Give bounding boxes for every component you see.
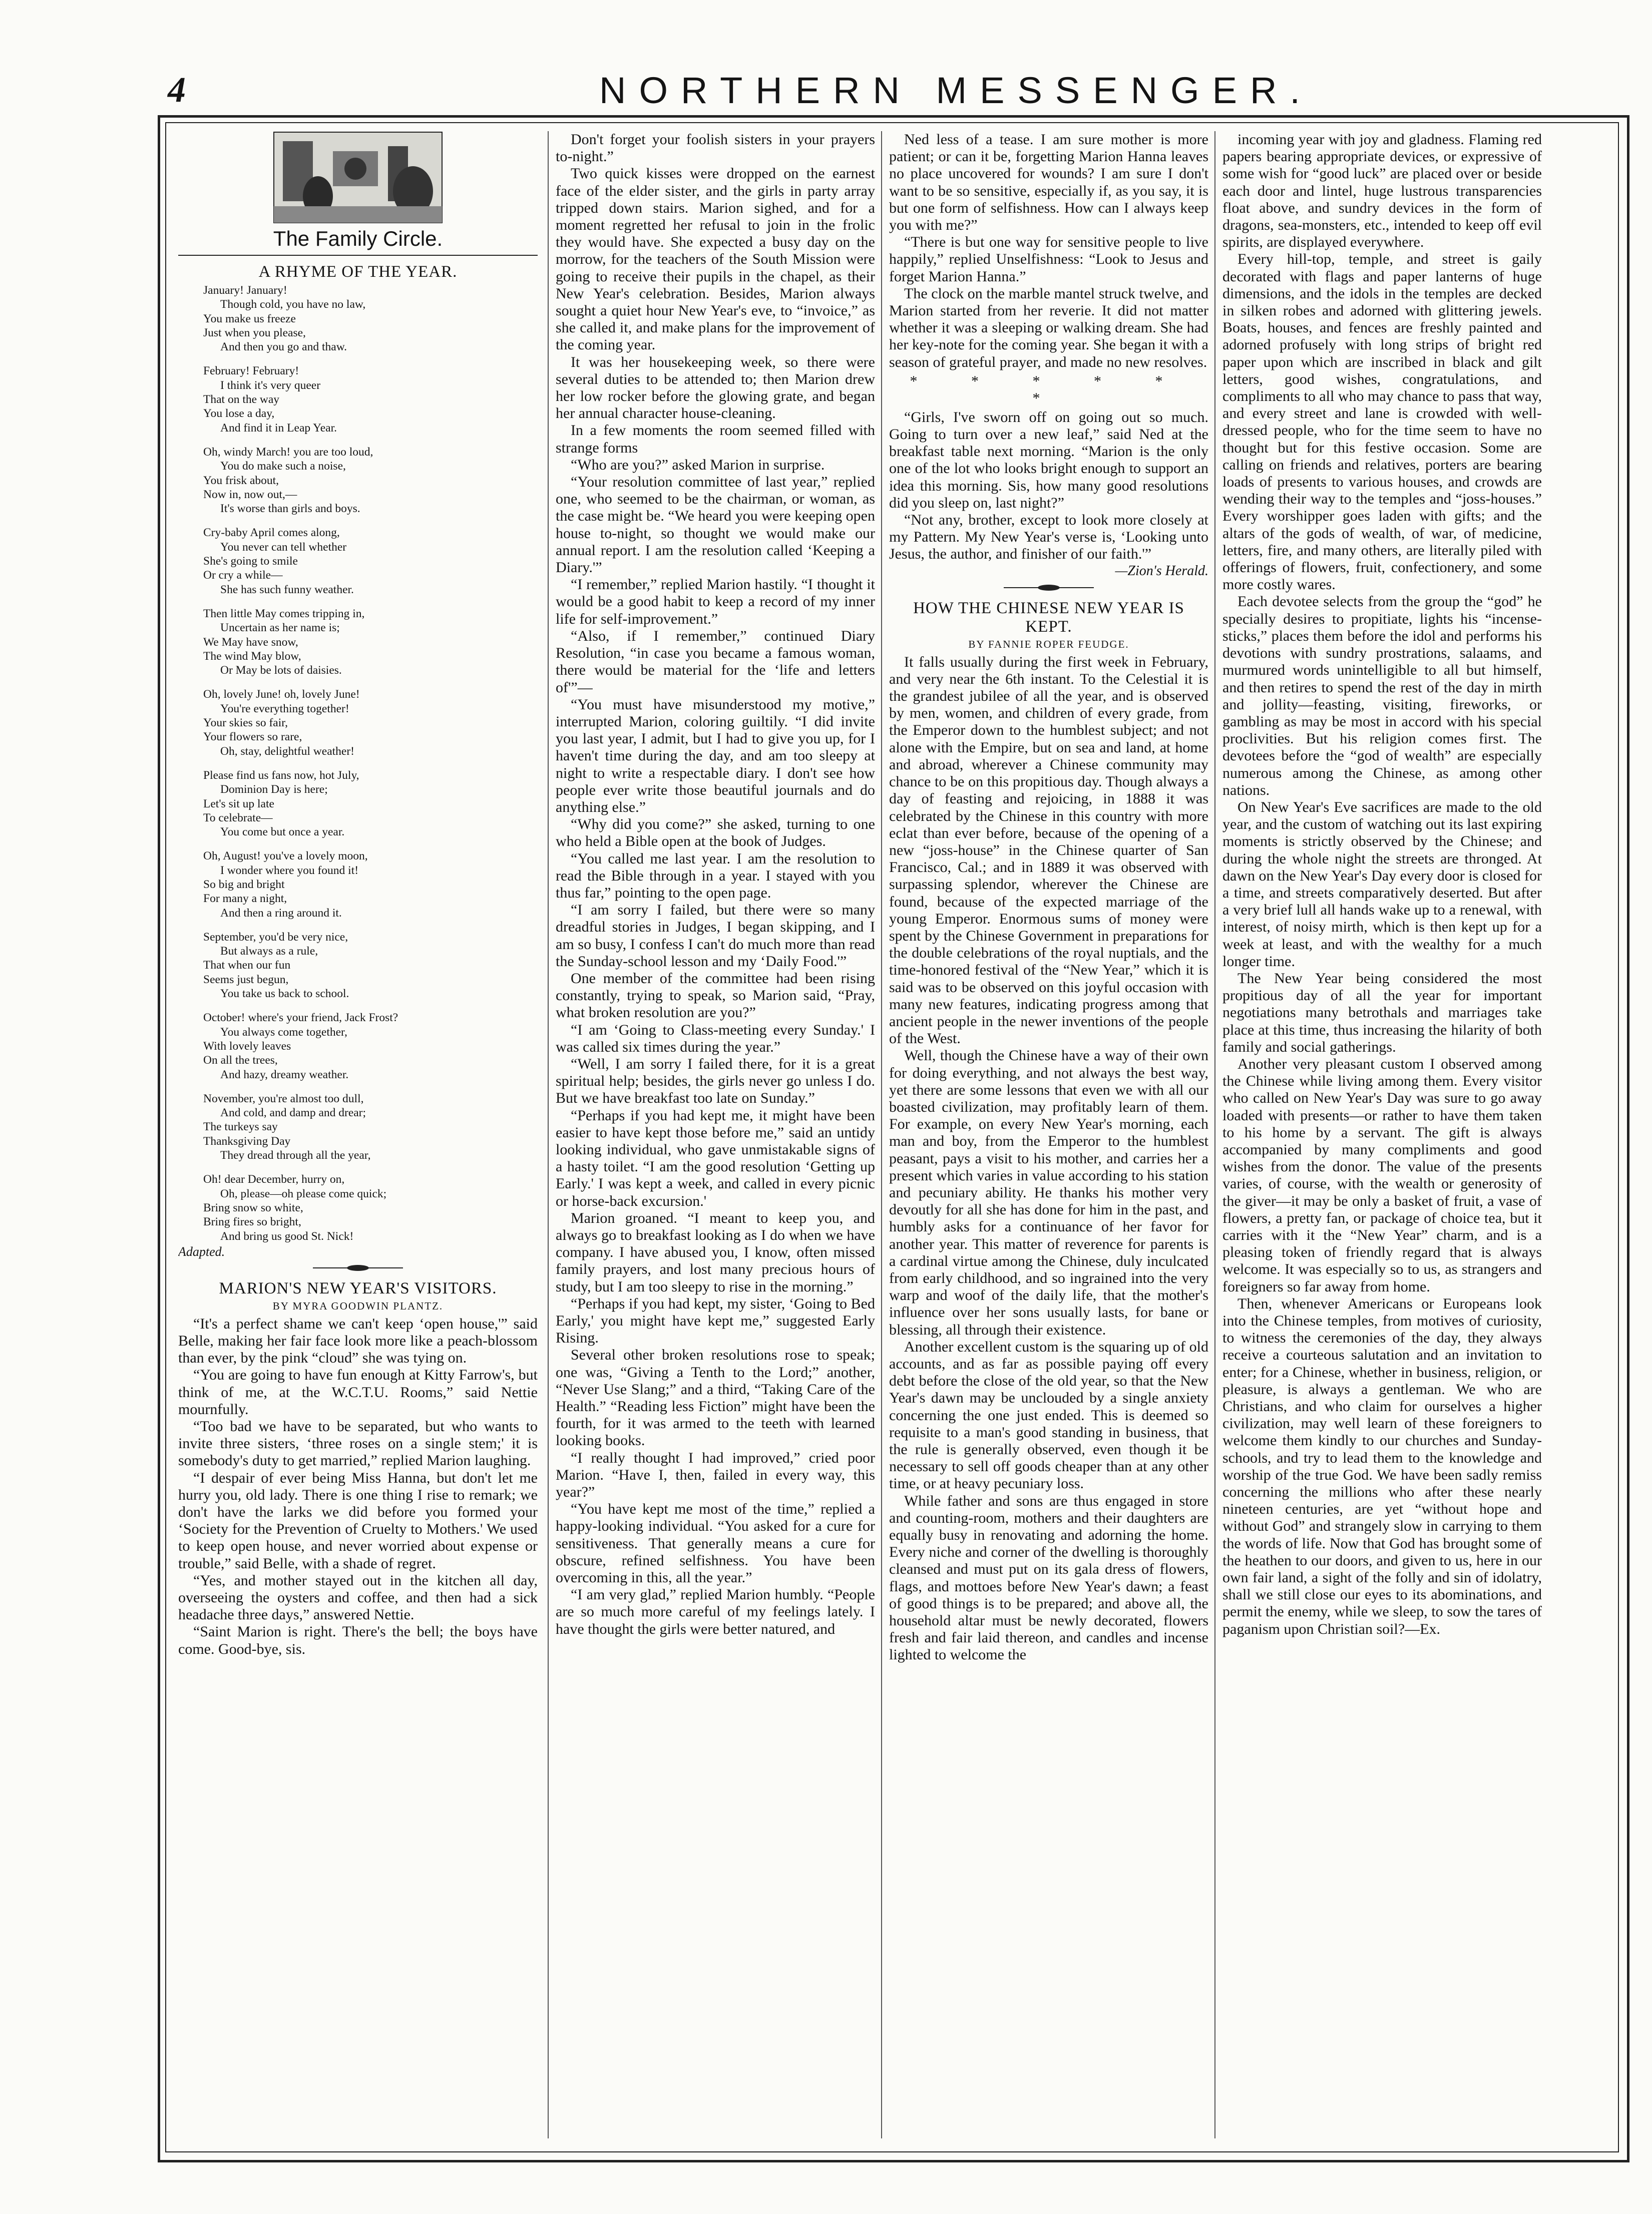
poem-line: She has such funny weather. — [220, 583, 354, 596]
paragraph: “There is but one way for sensitive people to live happily,” replied Unselfishness: “Look to Jesus and forget Marion Hanna.” — [889, 234, 1208, 285]
paragraph: “Perhaps if you had kept, my sister, ‘Going to Bed Early,' you might have kept me,” suggested Early Rising. — [556, 1295, 875, 1347]
column-4 — [1222, 131, 1542, 2138]
poem-line: You do make such a noise, — [220, 460, 346, 473]
paragraph: “Well, I am sorry I failed there, for it is a great spiritual help; besides, the girls never go unless I do. But we have breakfast too late on Sunday.” — [556, 1055, 875, 1107]
paragraph: Each devotee selects from the group the “god” he specially desires to propitiate, lights his “incense-sticks,” places them before the idol and performs his devotions with sundry prostrations, salaams, and murmured words unintelligible to all but himself, and then retires to spend the rest of the day in mirth and jollity—feasting, visiting, fireworks, or gambling as may be most in accord with his special proclivities. But his religion comes first. The devotees before the “god of wealth” are especially numerous among the Chinese, as among other nations. — [1222, 593, 1542, 798]
paragraph: “It's a perfect shame we can't keep ‘open house,'” said Belle, making her fair face look more like a peach-blossom than ever, by the pink “cloud” she was tying on. — [178, 1315, 538, 1367]
poem-line: You're everything together! — [220, 702, 349, 715]
paragraph: “Not any, brother, except to look more closely at my Pattern. My New Year's verse is, ‘Looking unto Jesus, the author, and finisher of our faith.'” — [889, 512, 1208, 563]
poem-line: And then you go and thaw. — [220, 340, 347, 354]
paragraph: “I remember,” replied Marion hastily. “I thought it would be a good habit to keep a record of my inner life for self-improvement.” — [556, 576, 875, 627]
poem-line: That on the way — [203, 393, 280, 406]
paragraph: “Yes, and mother stayed out in the kitchen all day, overseeing the oysters and coffee, and then had a sick headache three days,” answered Nettie. — [178, 1572, 538, 1623]
paragraph: “Too bad we have to be separated, but who wants to invite three sisters, ‘three roses on a single stem;' it is somebody's duty to get married,” replied Marion laughing. — [178, 1418, 538, 1469]
article-paragraphs — [1222, 131, 1542, 1638]
paragraph: It was her housekeeping week, so there were several duties to be attended to; then Marion drew her low rocker before the glowing grate, and began her annual character house-cleaning. — [556, 353, 875, 422]
poem-line: Seems just begun, — [203, 973, 289, 986]
poem-line: We May have snow, — [203, 635, 298, 649]
story-paragraphs — [889, 131, 1208, 371]
poem-line: I wonder where you found it! — [220, 863, 359, 877]
poem-line: On all the trees, — [203, 1054, 278, 1067]
poem-line: Or cry a while— — [203, 569, 283, 582]
paragraph: “Perhaps if you had kept me, it might have been easier to have kept those before me,” said an untidy looking individual, who gave unmistakable signs of a hasty toilet. “I am the good resolution ‘Getting up Early.' I was kept a week, and called in every picnic or horse-back excursion.' — [556, 1107, 875, 1209]
poem-line: January! January! — [203, 284, 287, 297]
poem-line: Bring snow so white, — [203, 1201, 303, 1214]
poem-line: That when our fun — [203, 959, 291, 972]
poem-line: And hazy, dreamy weather. — [220, 1068, 349, 1081]
poem-body — [178, 283, 538, 1243]
section-stars: * * * * * * — [910, 372, 1188, 406]
poem-line: She's going to smile — [203, 555, 298, 568]
section-label: The Family Circle. — [273, 227, 443, 250]
column-1 — [178, 131, 538, 2138]
paragraph: “Also, if I remember,” continued Diary Resolution, “in case you became a famous woman, there would be material for the ‘life and letters of'”— — [556, 627, 875, 696]
paragraph: “You must have misunderstood my motive,” interrupted Marion, coloring guiltily. “I did invite you last year, I admit, but I had to give you up, for I haven't time during the day, and am too sleepy at night to write a respectable diary. I don't see how people ever write those beautiful journals and do anything else.” — [556, 696, 875, 815]
paragraph: Ned less of a tease. I am sure mother is more patient; or can it be, forgetting Marion Hanna leaves no place uncovered for wounds? I am sure I don't want to be so sensitive, especially if, as you say, it is but one form of selfishness. How can I always keep you with me?” — [889, 131, 1208, 234]
story-byline: BY MYRA GOODWIN PLANTZ. — [272, 1299, 444, 1312]
paragraph: Another excellent custom is the squaring up of old accounts, and as far as possible paying off every debt before the close of the old year, so that the New Year's dawn may be unclouded by a single anxiety concerning the one just ended. This is deemed so requisite to a man's good standing in business, that the rule is generally observed, even though it be necessary to sell off goods cheaper than at any other time, or at heavy pecuniary loss. — [889, 1338, 1208, 1492]
poem-line: They dread through all the year, — [220, 1149, 371, 1162]
poem-line: You take us back to school. — [220, 987, 349, 1001]
poem-line: October! where's your friend, Jack Frost? — [203, 1011, 398, 1025]
article-paragraphs — [889, 654, 1208, 1664]
poem-line: February! February! — [203, 364, 299, 378]
column-2 — [556, 131, 875, 2138]
poem-line: Oh, please—oh please come quick; — [220, 1187, 387, 1200]
paragraph: Then, whenever Americans or Europeans look into the Chinese temples, from motives of curiosity, to witness the ceremonies of the day, they always receive a courteous salutation and an invitation to enter; for a Chinese, whether in business, religion, or pleasure, is always a gentleman. We who are Christians, and who claim for ourselves a higher civilization, may well learn of these foreigners to welcome them kindly to our churches and Sunday-schools, and try to lead them to the knowledge and worship of the true God. We have been sadly remiss concerning the millions who after these nearly nineteen centuries, are yet “without hope and without God” and strangely slow in carrying to them the words of life. Now that God has brought some of the heathen to our doors, and given to us, here in our own fair land, a sight of the folly and sin of idolatry, shall we still close our eyes to its abominations, and permit the enemy, while we sleep, to sow the tares of paganism upon Christian soil?—Ex. — [1222, 1295, 1542, 1637]
paragraph: “I despair of ever being Miss Hanna, but don't let me hurry you, old lady. There is one thing I rise to remark; we don't have the larks we did before you formed your ‘Society for the Prevention of Cruelty to Mothers.' We used to keep open house, and never worried about expense or trouble,” said Belle, with a shade of regret. — [178, 1469, 538, 1572]
paragraph: The clock on the marble mantel struck twelve, and Marion started from her reverie. It did not matter whether it was a sleeping or walking dream. She had her key-note for the coming year. She began it with a season of grateful prayer, and made no new resolves. — [889, 285, 1208, 370]
poem-line: You always come together, — [220, 1025, 347, 1039]
paragraph: While father and sons are thus engaged in store and counting-room, mothers and their daughters are equally busy in renovating and adorning the home. Every niche and corner of the dwelling is thoroughly cleansed and must put on its gala dress of flowers, flags, and mottoes before New Year's dawn; a feast of good things is to be prepared; and above all, the household altar must be newly decorated, flowers fresh and fair laid thereon, and candles and incense lighted to welcome the — [889, 1492, 1208, 1663]
story-source: —Zion's Herald. — [1115, 563, 1208, 579]
paragraph: “I really thought I had improved,” cried poor Marion. “Have I, then, failed in every way, this year?” — [556, 1449, 875, 1501]
poem-line: Uncertain as her name is; — [220, 621, 340, 635]
poem-line: You lose a day, — [203, 407, 275, 420]
page-number: 4 — [168, 70, 186, 110]
article-byline: BY FANNIE ROPER FEUDGE. — [968, 638, 1129, 650]
paragraph: “Girls, I've sworn off on going out so much. Going to turn over a new leaf,” said Ned at the breakfast table next morning. “Marion is the only one of the lot who looks bright enough to support an idea this morning. Sis, how many good resolutions did you sleep on, last night?” — [889, 408, 1208, 511]
poem-line: Or May be lots of daisies. — [220, 664, 342, 677]
paragraph: “Who are you?” asked Marion in surprise. — [571, 456, 825, 473]
paragraph: Two quick kisses were dropped on the earnest face of the elder sister, and the girls in party array tripped down stairs. Marion sighed, and for a moment regretted her refusal to join in the frolic they would have. She expected a busy day on the morrow, for the teachers of the South Mission were going to receive their pupils in the chapel, as their New Year's celebration. Besides, Marion always sought a quiet hour New Year's eve, to “invoice,” as she called it, and make plans for the improvement of the coming year. — [556, 165, 875, 353]
poem-line: So big and bright — [203, 877, 285, 891]
column-3 — [889, 131, 1208, 2138]
paragraph: It falls usually during the first week in February, and very near the 6th instant. To the Celestial it is the grandest jubilee of all the year, and is observed by men, women, and children of every grade, from the Emperor down to the humblest subject; and not alone with the Empire, but on sea and land, at home and abroad, wherever a Chinese community may chance to be on this propitious day. Though always a day of feasting and rejoicing, in 1888 it was celebrated by the Chinese in this country with more eclat than ever before, because of the opening of a new “joss-house” in the Chinese quarter of San Francisco, Cal.; and in 1889 it was observed with surpassing splendor, wherever the Chinese are found, because of the expected marriage of the young Emperor. Enormous sums of money were spent by the Chinese Government in preparations for the double celebrations of the royal nuptials, and the time-honored festival of the “New Year,” which it is said was to be observed on this joyful occasion with many new features, indicating progress among that ancient people in the newer inventions of the people of the West. — [889, 653, 1208, 1047]
paragraph: In a few moments the room seemed filled with strange forms — [556, 422, 875, 456]
poem-line: You come but once a year. — [220, 825, 345, 839]
column-rule — [548, 131, 549, 2138]
story-paragraphs — [556, 131, 875, 1638]
poem-line: Thanksgiving Day — [203, 1134, 291, 1148]
paragraph: Every hill-top, temple, and street is gaily decorated with flags and paper lanterns of huge dimensions, and the idols in the temples are decked in silken robes and adorned with glittering jewels. Boats, houses, and fences are freshly painted and adorned profusely with long strips of bright red paper upon which are inscribed in black and gilt letters, good wishes, congratulations, and compliments to all who may chance to pass that way, and every street and lane is crowded with well-dressed people, who for the time seem to have no thought but for this festive occasion. Some are calling on friends and relatives, porters are bearing loads of presents to various houses, and crowds are wending their way to the temples and “joss-houses.” Every worshipper goes laden with gifts; and the altars of the gods of wealth, of war, of medicine, letters, fire, and many others, are literally piled with offerings of flowers, fruit, confectionery, and some more costly wares. — [1222, 251, 1542, 593]
poem-title: A RHYME OF THE YEAR. — [258, 263, 458, 281]
paragraph: Another very pleasant custom I observed among the Chinese while living among them. Every visitor who called on New Year's Day was sure to go away loaded with presents—or rather to have them taken to his home by a servant. The gift is always accompanied by many compliments and good wishes from the donor. The value of the presents varies, of course, with the wealth or generosity of the giver—it may be only a basket of fruit, a vase of flowers, a pretty fan, or package of choice tea, but it carries with it the “New Year” charm, and is a pleasing token of friendly regard that is always welcome. It was especially so to us, as strangers and foreigners so far away from home. — [1222, 1055, 1542, 1295]
poem-line: Oh, August! you've a lovely moon, — [203, 849, 368, 863]
poem-line: Oh, lovely June! oh, lovely June! — [203, 688, 360, 701]
poem-line: Now in, now out,— — [203, 488, 297, 501]
paragraph: “Saint Marion is right. There's the bell; the boys have come. Good-bye, sis. — [178, 1623, 538, 1657]
poem-line: For many a night, — [203, 892, 287, 906]
paragraph: The New Year being considered the most propitious day of all the year for important negotiations many betrothals and marriages take place at this time, thus increasing the hilarity of both family and social gatherings. — [1222, 970, 1542, 1055]
paragraph: On New Year's Eve sacrifices are made to the old year, and the custom of watching out its last expiring moments is strictly observed by the Chinese; and during the whole night the streets are thronged. At dawn on the New Year's Day every door is closed for a time, and streets comparatively deserted. But after a very brief lull all hands wake up to a renewal, with interest, of noisy mirth, which is then kept up for a week at least, and with the wealthy for a much longer time. — [1222, 798, 1542, 970]
poem-line: But always as a rule, — [220, 945, 318, 958]
paragraph: “Your resolution committee of last year,” replied one, who seemed to be the chairman, or woman, as the case might be. “We heard you were keeping open house to-night, so thought we would make our annual report. I am the resolution called ‘Keeping a Diary.'” — [556, 474, 875, 576]
poem-line: With lovely leaves — [203, 1039, 291, 1053]
paragraph: Well, though the Chinese have a way of their own for doing everything, and not always the best way, yet there are some lessons that even we with all our boasted civilization, may profitably learn of them. For example, on every New Year's morning, each man and boy, from the Emperor to the humblest peasant, pays a visit to his mother, and carries her a present which varies in value according to his station and pecuniary ability. He thanks his mother very devoutly for all she has done for him in the past, and humbly asks for a continuance of her favor for another year. This matter of reverence for parents is a cardinal virtue among the Chinese, duly inculcated from early childhood, and so ingrained into the very warp and woof of the daily life, that the mother's influence over her sons usually lasts, for bane or blessing, all through their existence. — [889, 1047, 1208, 1338]
poem-credit: Adapted. — [178, 1244, 225, 1259]
poem-line: You never can tell whether — [220, 540, 347, 554]
paragraph: incoming year with joy and gladness. Flaming red papers bearing appropriate devices, or expressive of some wish for “good luck” are placed over or beside each door and lintel, huge lustrous transparencies float above, and sundry devices in the form of dragons, sea-monsters, etc., intended to keep off evil spirits, are displayed everywhere. — [1222, 131, 1542, 251]
article-title: HOW THE CHINESE NEW YEAR IS KEPT. — [913, 599, 1184, 636]
poem-line: You make us freeze — [203, 312, 296, 325]
paragraph: “I am very glad,” replied Marion humbly. “People are so much more careful of my feelings lately. I have thought the girls were better natured, and — [556, 1586, 875, 1637]
poem-line: The wind May blow, — [203, 649, 301, 663]
ornament-rule — [313, 1263, 403, 1272]
poem-line: Though cold, you have no law, — [220, 298, 366, 311]
poem-line: Then little May comes tripping in, — [203, 607, 365, 620]
paragraph: “You called me last year. I am the resolution to read the Bible through in a year. I stayed with you thus far,” pointing to the open page. — [556, 850, 875, 901]
masthead-title: NORTHERN MESSENGER. — [599, 70, 1313, 111]
poem-line: Cry-baby April comes along, — [203, 526, 340, 540]
paragraph: “I am sorry I failed, but there were so many dreadful stories in Judges, I began skipping, and I am so busy, I confess I can't do much more than read the Sunday-school lesson and my ‘Daily Food.'” — [556, 902, 875, 970]
poem-line: You frisk about, — [203, 474, 279, 487]
column-rule — [881, 131, 882, 2138]
story-paragraphs — [889, 409, 1208, 563]
poem-line: September, you'd be very nice, — [203, 930, 348, 944]
poem-line: And cold, and damp and drear; — [220, 1106, 366, 1120]
paragraph: “You are going to have fun enough at Kitty Farrow's, but think of me, at the W.C.T.U. Rooms,” said Nettie mournfully. — [178, 1367, 538, 1418]
column-rule — [1214, 131, 1215, 2138]
story-title: MARION'S NEW YEAR'S VISITORS. — [219, 1279, 497, 1297]
poem-line: And find it in Leap Year. — [220, 421, 337, 434]
story-paragraphs — [178, 1315, 538, 1658]
paragraph: “You have kept me most of the time,” replied a happy-looking individual. “You asked for a cure for sensitiveness. That generally means a cure for obscure, refined selfishness. You have been overcoming in this, all the year.” — [556, 1501, 875, 1586]
paragraph: “I am ‘Going to Class-meeting every Sunday.' I was called six times during the year.” — [556, 1021, 875, 1055]
paragraph: Marion groaned. “I meant to keep you, and always go to breakfast looking as I do when we have company. I have abused you, I know, often missed family prayers, and lost many precious hours of study, but I am too sleepy to rise in the morning.” — [556, 1209, 875, 1295]
poem-line: Oh, windy March! you are too loud, — [203, 445, 373, 459]
poem-line: Dominion Day is here; — [220, 783, 328, 796]
poem-line: Your skies so fair, — [203, 716, 288, 730]
poem-line: Let's sit up late — [203, 797, 274, 810]
poem-line: And then a ring around it. — [220, 906, 342, 920]
paragraph: One member of the committee had been rising constantly, trying to speak, so Marion said, “Pray, what broken resolution are you?” — [556, 970, 875, 1021]
paragraph: “Why did you come?” she asked, turning to one who held a Bible open at the book of Judges. — [556, 816, 875, 850]
poem-line: And bring us good St. Nick! — [220, 1229, 354, 1243]
poem-line: Oh! dear December, hurry on, — [203, 1173, 345, 1186]
poem-line: Bring fires so bright, — [203, 1215, 301, 1229]
poem-line: Please find us fans now, hot July, — [203, 768, 359, 782]
poem-line: It's worse than girls and boys. — [220, 502, 360, 516]
poem-line: Oh, stay, delightful weather! — [220, 744, 354, 758]
poem-line: November, you're almost too dull, — [203, 1092, 364, 1105]
poem-line: Your flowers so rare, — [203, 730, 302, 744]
paragraph: Several other broken resolutions rose to speak; one was, “Giving a Tenth to the Lord;” another, “Never Use Slang;” and a third, “Taking Care of the Health.” “Reading less Fiction” might have been the fourth, for it was armed to the teeth with learned looking books. — [556, 1347, 875, 1449]
paragraph: Don't forget your foolish sisters in your prayers to-night.” — [556, 131, 875, 165]
poem-line: To celebrate— — [203, 811, 273, 824]
family-circle-engraving — [273, 131, 443, 224]
ornament-rule — [1004, 583, 1094, 592]
poem-line: Just when you please, — [203, 326, 306, 339]
poem-line: The turkeys say — [203, 1120, 278, 1134]
poem-line: I think it's very queer — [220, 378, 321, 392]
